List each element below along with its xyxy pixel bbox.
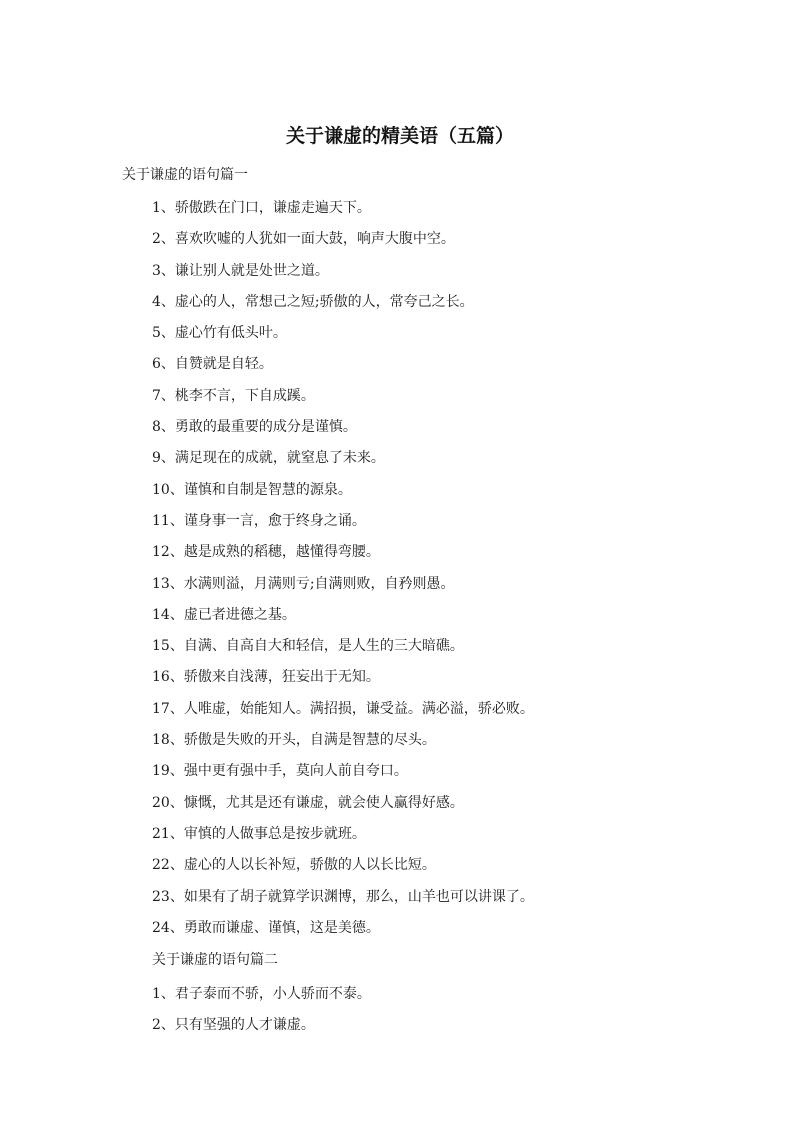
- list-item: 2、只有坚强的人才谦虚。: [152, 1017, 315, 1034]
- section-heading-1: 关于谦虚的语句篇一: [122, 167, 248, 183]
- list-item: 23、如果有了胡子就算学识渊博，那么，山羊也可以讲课了。: [152, 888, 534, 905]
- list-item: 1、骄傲跌在门口，谦虚走遍天下。: [152, 200, 371, 216]
- list-item: 11、谨身事一言，愈于终身之诵。: [152, 512, 366, 529]
- list-item: 3、谦让别人就是处世之道。: [152, 262, 329, 279]
- quote-list-1: [152, 198, 534, 949]
- section-heading-2: 关于谦虚的语句篇二: [152, 952, 278, 968]
- list-item: 16、骄傲来自浅薄，狂妄出于无知。: [152, 669, 380, 686]
- list-item: 24、勇敢而谦虚、谨慎，这是美德。: [152, 919, 380, 936]
- list-item: 4、虚心的人，常想己之短;骄傲的人，常夸己之长。: [152, 293, 474, 310]
- list-item: 22、虚心的人以长补短，骄傲的人以长比短。: [152, 857, 436, 874]
- list-item: 20、慷慨，尤其是还有谦虚，就会使人赢得好感。: [152, 794, 464, 811]
- list-item: 15、自满、自高自大和轻信，是人生的三大暗礁。: [152, 638, 464, 655]
- list-item: 19、强中更有强中手，莫向人前自夸口。: [152, 763, 408, 780]
- list-item: 8、勇敢的最重要的成分是谨慎。: [152, 419, 357, 436]
- list-item: 1、君子泰而不骄，小人骄而不泰。: [152, 986, 371, 1002]
- list-item: 7、桃李不言，下自成蹊。: [152, 387, 315, 404]
- list-item: 17、人唯虚，始能知人。满招损，谦受益。满必溢，骄必败。: [152, 700, 534, 717]
- list-item: 13、水满则溢，月满则亏;自满则败，自矜则愚。: [152, 575, 455, 592]
- quote-list-2: [152, 984, 371, 1047]
- list-item: 5、虚心竹有低头叶。: [152, 325, 287, 342]
- list-item: 12、越是成熟的稻穗，越懂得弯腰。: [152, 544, 380, 561]
- list-item: 9、满足现在的成就，就窒息了未来。: [152, 450, 385, 467]
- list-item: 10、谨慎和自制是智慧的源泉。: [152, 481, 352, 498]
- list-item: 18、骄傲是失败的开头，自满是智慧的尽头。: [152, 732, 436, 749]
- list-item: 14、虚已者进德之基。: [152, 606, 296, 623]
- list-item: 21、审慎的人做事总是按步就班。: [152, 825, 366, 842]
- document-title: 关于谦虚的精美语（五篇）: [285, 125, 514, 147]
- list-item: 2、喜欢吹嘘的人犹如一面大鼓，响声大腹中空。: [152, 231, 455, 248]
- list-item: 6、自赞就是自轻。: [152, 356, 273, 373]
